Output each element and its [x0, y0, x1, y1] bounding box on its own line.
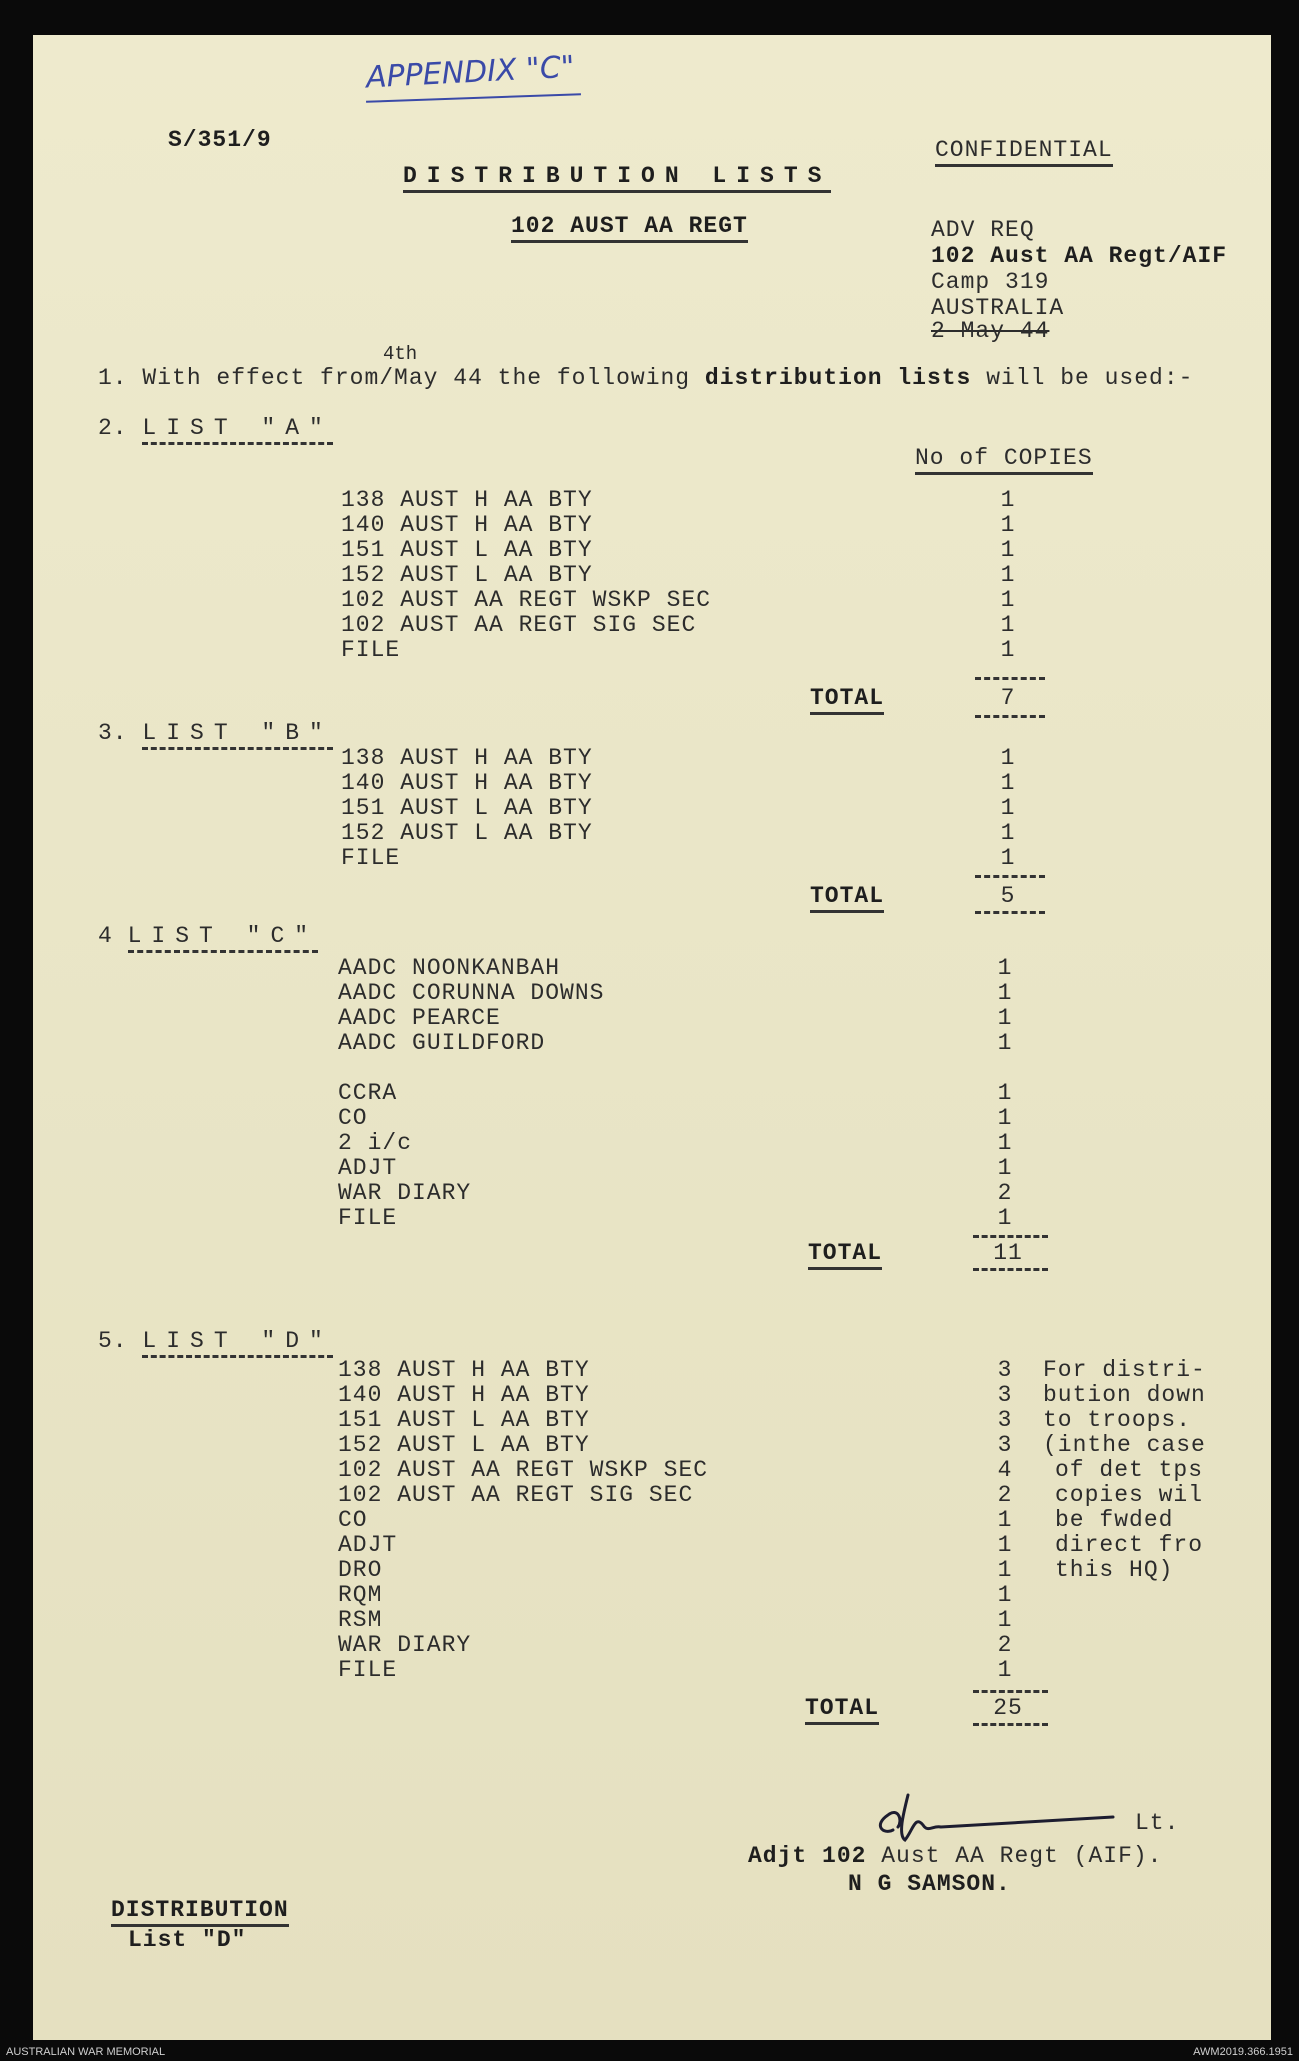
list-c-copies-3: 1 — [997, 1005, 1013, 1031]
list-b-total-rule-top — [975, 875, 1045, 878]
signature-title-a: Adjt 102 — [748, 1843, 867, 1869]
list-a-total-rule-bottom — [975, 715, 1045, 718]
list-b-row-2: 140 AUST H AA BTY — [341, 770, 593, 796]
document-subtitle: 102 AUST AA REGT — [511, 213, 748, 243]
list-a-total-rule-top — [975, 677, 1045, 680]
list-a-copies-2: 1 — [1000, 512, 1016, 538]
address-date: 2 May 44 — [931, 318, 1050, 344]
list-a-total-label: TOTAL — [810, 685, 884, 715]
list-d-number: 5. — [98, 1328, 128, 1354]
list-b-copies-2: 1 — [1000, 770, 1016, 796]
list-b-heading — [98, 720, 333, 746]
list-d-copies-10: 1 — [997, 1582, 1013, 1608]
list-a-row-3: 151 AUST L AA BTY — [341, 537, 593, 563]
list-c-row-2: AADC CORUNNA DOWNS — [338, 980, 605, 1006]
list-c-heading — [98, 923, 318, 949]
list-d-copies-13: 1 — [997, 1657, 1013, 1683]
date-insertion: 4th — [383, 343, 418, 365]
archive-footer-left: AUSTRALIAN WAR MEMORIAL — [6, 2046, 166, 2058]
list-d-note-8: direct fro — [1055, 1532, 1204, 1558]
list-a-copies-4: 1 — [1000, 562, 1016, 588]
list-c-total-rule-bottom — [973, 1268, 1048, 1271]
list-d-copies-4: 3 — [997, 1432, 1013, 1458]
list-c-copies-4: 1 — [997, 1030, 1013, 1056]
list-d-note-4: (inthe case — [1043, 1432, 1206, 1458]
list-a-title: LIST "A" — [142, 415, 332, 445]
signature-title — [748, 1843, 1162, 1869]
list-b-total-rule-bottom — [975, 911, 1045, 914]
signature-title-b: Aust AA Regt (AIF). — [881, 1843, 1163, 1869]
list-b-total-value: 5 — [1000, 883, 1016, 909]
list-b-number: 3. — [98, 720, 128, 746]
list-d-row-13: FILE — [338, 1657, 398, 1683]
list-c-title: LIST "C" — [128, 923, 318, 953]
list-d-copies-9: 1 — [997, 1557, 1013, 1583]
list-d-row-12: WAR DIARY — [338, 1632, 472, 1658]
list-c-total-label: TOTAL — [808, 1240, 882, 1270]
list-c-copies-8: 1 — [997, 1155, 1013, 1181]
list-d-title: LIST "D" — [142, 1328, 332, 1358]
list-d-copies-8: 1 — [997, 1532, 1013, 1558]
list-b-row-1: 138 AUST H AA BTY — [341, 745, 593, 771]
signature-rank: Lt. — [1135, 1810, 1180, 1836]
list-d-row-10: RQM — [338, 1582, 383, 1608]
address-line-2: 102 Aust AA Regt/AIF — [931, 243, 1228, 269]
list-d-note-9: this HQ) — [1055, 1557, 1174, 1583]
list-a-row-4: 152 AUST L AA BTY — [341, 562, 593, 588]
list-c-row-9: WAR DIARY — [338, 1180, 472, 1206]
list-b-copies-5: 1 — [1000, 845, 1016, 871]
list-c-row-1: AADC NOONKANBAH — [338, 955, 561, 981]
list-c-row-4: AADC GUILDFORD — [338, 1030, 546, 1056]
list-d-copies-1: 3 — [997, 1357, 1013, 1383]
appendix-underline — [366, 93, 581, 103]
list-b-total-label: TOTAL — [810, 883, 884, 913]
list-c-total-value: 11 — [993, 1240, 1023, 1266]
list-d-copies-7: 1 — [997, 1507, 1013, 1533]
list-d-row-4: 152 AUST L AA BTY — [338, 1432, 590, 1458]
list-b-row-4: 152 AUST L AA BTY — [341, 820, 593, 846]
list-c-copies-2: 1 — [997, 980, 1013, 1006]
list-a-total-value: 7 — [1000, 685, 1016, 711]
list-b-copies-1: 1 — [1000, 745, 1016, 771]
list-c-row-10: FILE — [338, 1205, 398, 1231]
list-d-total-value: 25 — [993, 1695, 1023, 1721]
list-a-row-7: FILE — [341, 637, 401, 663]
list-d-note-5: of det tps — [1055, 1457, 1204, 1483]
list-c-copies-5: 1 — [997, 1080, 1013, 1106]
address-line-3: Camp 319 — [931, 269, 1050, 295]
classification-label: CONFIDENTIAL — [935, 137, 1113, 167]
list-c-number: 4 — [98, 923, 113, 949]
list-d-row-11: RSM — [338, 1607, 383, 1633]
list-a-number: 2. — [98, 415, 128, 441]
list-a-copies-3: 1 — [1000, 537, 1016, 563]
list-a-copies-5: 1 — [1000, 587, 1016, 613]
paragraph-1-number: 1. — [98, 365, 128, 391]
list-c-copies-7: 1 — [997, 1130, 1013, 1156]
address-line-1: ADV REQ — [931, 217, 1035, 243]
list-d-heading — [98, 1328, 333, 1354]
list-a-row-1: 138 AUST H AA BTY — [341, 487, 593, 513]
list-c-total-rule-top — [973, 1235, 1048, 1238]
list-c-row-8: ADJT — [338, 1155, 398, 1181]
list-c-row-6: CO — [338, 1105, 368, 1131]
list-d-row-7: CO — [338, 1507, 368, 1533]
list-c-copies-9: 2 — [997, 1180, 1013, 1206]
list-c-copies-10: 1 — [997, 1205, 1013, 1231]
paragraph-1 — [98, 365, 1193, 391]
list-c-row-7: 2 i/c — [338, 1130, 413, 1156]
archive-footer-right: AWM2019.366.1951 — [1193, 2046, 1293, 2058]
list-d-note-6: copies wil — [1055, 1482, 1204, 1508]
list-d-copies-3: 3 — [997, 1407, 1013, 1433]
list-b-row-5: FILE — [341, 845, 401, 871]
distribution-heading: DISTRIBUTION — [111, 1897, 289, 1927]
list-d-row-1: 138 AUST H AA BTY — [338, 1357, 590, 1383]
list-d-copies-5: 4 — [997, 1457, 1013, 1483]
copies-column-header: No of COPIES — [915, 445, 1093, 475]
list-d-copies-12: 2 — [997, 1632, 1013, 1658]
list-d-total-rule-top — [973, 1690, 1048, 1693]
list-b-row-3: 151 AUST L AA BTY — [341, 795, 593, 821]
paragraph-1-text-c: will be used:- — [986, 365, 1194, 391]
list-b-copies-3: 1 — [1000, 795, 1016, 821]
list-d-note-3: to troops. — [1043, 1407, 1192, 1433]
list-d-total-rule-bottom — [973, 1723, 1048, 1726]
list-b-copies-4: 1 — [1000, 820, 1016, 846]
list-d-copies-2: 3 — [997, 1382, 1013, 1408]
appendix-annotation: APPENDIX "C" — [365, 49, 576, 96]
list-d-row-3: 151 AUST L AA BTY — [338, 1407, 590, 1433]
signatory-name: N G SAMSON. — [848, 1871, 1011, 1897]
list-c-row-3: AADC PEARCE — [338, 1005, 501, 1031]
list-a-row-6: 102 AUST AA REGT SIG SEC — [341, 612, 697, 638]
reference-number: S/351/9 — [168, 127, 272, 153]
paragraph-1-text-a: With effect from/May 44 the following — [142, 365, 691, 391]
list-d-row-9: DRO — [338, 1557, 383, 1583]
list-d-note-1: For distri- — [1043, 1357, 1206, 1383]
list-d-note-2: bution down — [1043, 1382, 1206, 1408]
list-a-row-2: 140 AUST H AA BTY — [341, 512, 593, 538]
list-a-copies-6: 1 — [1000, 612, 1016, 638]
document-page — [33, 35, 1271, 2040]
list-c-row-5: CCRA — [338, 1080, 398, 1106]
list-d-row-8: ADJT — [338, 1532, 398, 1558]
list-d-row-5: 102 AUST AA REGT WSKP SEC — [338, 1457, 709, 1483]
list-c-copies-6: 1 — [997, 1105, 1013, 1131]
list-d-note-7: be fwded — [1055, 1507, 1174, 1533]
list-c-copies-1: 1 — [997, 955, 1013, 981]
list-d-copies-11: 1 — [997, 1607, 1013, 1633]
list-d-row-6: 102 AUST AA REGT SIG SEC — [338, 1482, 694, 1508]
list-a-copies-1: 1 — [1000, 487, 1016, 513]
address-line-4: AUSTRALIA — [931, 295, 1065, 321]
list-d-row-2: 140 AUST H AA BTY — [338, 1382, 590, 1408]
paragraph-1-text-b: distribution lists — [704, 365, 972, 391]
document-title: DISTRIBUTION LISTS — [403, 163, 831, 193]
list-a-copies-7: 1 — [1000, 637, 1016, 663]
list-a-heading — [98, 415, 333, 441]
archive-footer — [0, 2043, 1299, 2061]
list-a-row-5: 102 AUST AA REGT WSKP SEC — [341, 587, 712, 613]
list-d-total-label: TOTAL — [805, 1695, 879, 1725]
distribution-value: List "D" — [128, 1927, 247, 1953]
list-d-copies-6: 2 — [997, 1482, 1013, 1508]
list-b-title: LIST "B" — [142, 720, 332, 750]
